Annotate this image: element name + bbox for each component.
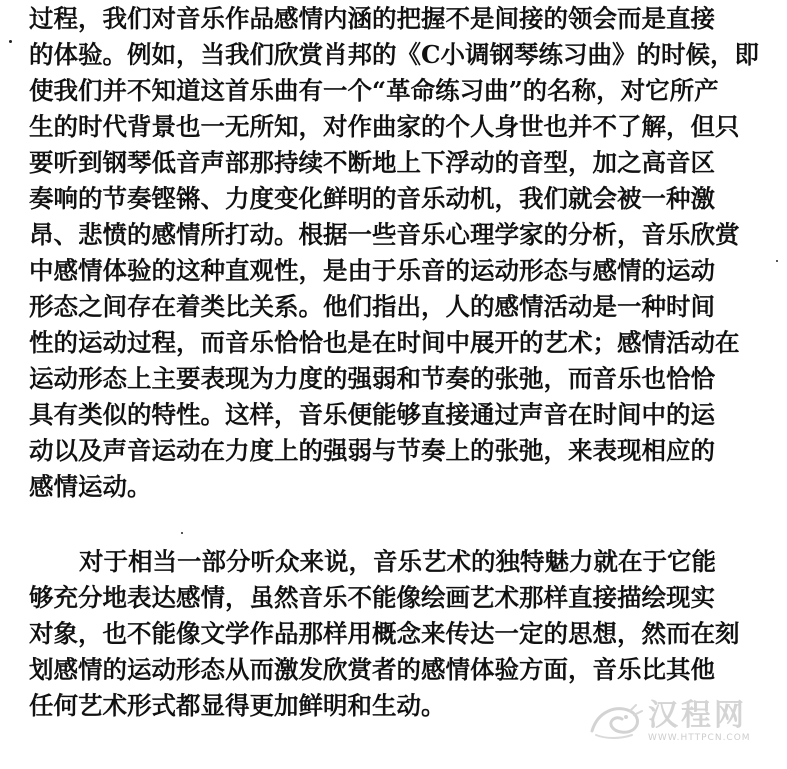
text-line: 具有类似的特性。这样，音乐便能够直接通过声音在时间中的运 <box>29 400 715 429</box>
text-line: 过程，我们对音乐作品感情内涵的把握不是间接的领会而是直接 <box>29 4 715 33</box>
text-line: 动以及声音运动在力度上的强弱与节奏上的张弛，来表现相应的 <box>29 436 715 465</box>
text-line: 运动形态上主要表现为力度的强弱和节奏的张弛，而音乐也恰恰 <box>29 364 715 393</box>
text-line: 形态之间存在着类比关系。他们指出，人的感情活动是一种时间 <box>29 292 715 321</box>
text-line: 使我们并不知道这首乐曲有一个“革命练习曲”的名称，对它所产 <box>29 76 719 105</box>
text-line: 感情运动。 <box>29 472 152 501</box>
text-line: 对于相当一部分听众来说，音乐艺术的独特魅力就在于它能 <box>79 547 716 576</box>
text-line: 奏响的节奏铿锵、力度变化鲜明的音乐动机，我们就会被一种激 <box>29 184 715 213</box>
watermark-url: WWW.HTTPCN.COM <box>648 733 751 743</box>
scan-speck <box>9 40 12 43</box>
text-line: 够充分地表达感情，虽然音乐不能像绘画艺术那样直接描绘现实 <box>29 583 715 612</box>
text-line: 对象，也不能像文学作品那样用概念来传达一定的思想，然而在刻 <box>29 619 740 648</box>
watermark-text: 汉程网 <box>648 698 747 733</box>
text-line: 昂、悲愤的感情所打动。根据一些音乐心理学家的分析，音乐欣赏 <box>29 220 740 249</box>
text-line: 中感情体验的这种直观性，是由于乐音的运动形态与感情的运动 <box>29 256 715 285</box>
text-line: 要听到钢琴低音声部那持续不断地上下浮动的音型，加之高音区 <box>29 148 715 177</box>
text-line: 生的时代背景也一无所知，对作曲家的个人身世也并不了解，但只 <box>29 112 740 141</box>
watermark <box>586 697 771 749</box>
scan-speck <box>776 260 778 262</box>
dragon-logo-icon <box>586 701 644 741</box>
text-line: 性的运动过程，而音乐恰恰也是在时间中展开的艺术；感情活动在 <box>29 328 740 357</box>
text-line: 的体验。例如，当我们欣赏肖邦的《C小调钢琴练习曲》的时候，即 <box>29 40 759 69</box>
text-line: 任何艺术形式都显得更加鲜明和生动。 <box>29 691 446 720</box>
scan-speck <box>181 532 183 534</box>
text-line: 划感情的运动形态从而激发欣赏者的感情体验方面，音乐比其他 <box>29 655 715 684</box>
